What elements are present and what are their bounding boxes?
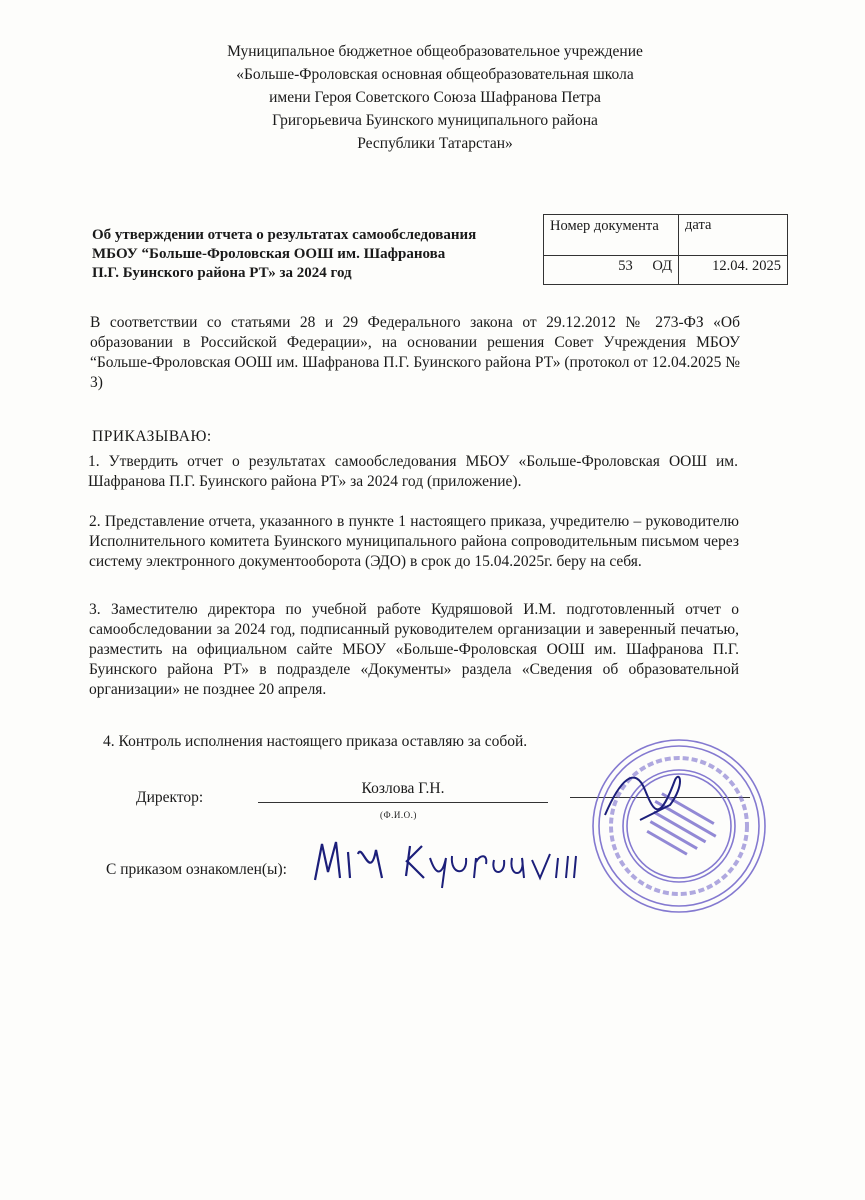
doc-number-cell: [544, 256, 679, 285]
doc-date: 12.04. 2025: [679, 256, 788, 285]
director-name: Козлова Г.Н.: [361, 780, 445, 797]
doc-number-suffix: ОД: [652, 258, 672, 274]
header-line: Муниципальное бюджетное общеобразовательное учреждение: [227, 43, 643, 60]
order-item-2: 2. Представление отчета, указанного в пункте 1 настоящего приказа, учредителю – руководителю Исполнительного комитета Буинского муниципального района сопроводительным письмом через систему электронного документооборота (ЭДО) в срок до 15.04.2025г. беру на себя.: [89, 513, 739, 570]
doc-number-header: Номер документа: [544, 215, 679, 256]
header-line: Григорьевича Буинского муниципального района: [272, 112, 598, 129]
preamble-text: В соответствии со статьями 28 и 29 Федерального закона от 29.12.2012 № 273-ФЗ «Об образовании в Российской Федерации», на основании решения Совет Учреждения МБОУ “Больше-Фроловская ООШ им. Шафранова П.Г. Буинского района РТ» (протокол от 12.04.2025 № 3): [90, 314, 740, 391]
header-line: имени Героя Советского Союза Шафранова Петра: [269, 89, 601, 106]
director-label: Директор:: [136, 789, 204, 806]
order-item-4: 4. Контроль исполнения настоящего приказа оставляю за собой.: [103, 733, 528, 750]
director-underline: [258, 802, 548, 803]
fio-caption: (Ф.И.О.): [380, 810, 417, 820]
subject-line: П.Г. Буинского района РТ» за 2024 год: [92, 265, 352, 281]
order-subject: [92, 226, 532, 283]
handwritten-signature-icon: [310, 832, 600, 892]
doc-number: 53: [618, 258, 633, 274]
order-heading: ПРИКАЗЫВАЮ:: [92, 428, 212, 445]
organization-header: [180, 40, 690, 155]
subject-line: Об утверждении отчета о результатах самообследования: [92, 227, 477, 243]
header-line: Республики Татарстан»: [357, 135, 513, 152]
director-signature-icon: [600, 760, 690, 830]
document-info-table: [543, 214, 788, 285]
order-item-3: 3. Заместителю директора по учебной работе Кудряшовой И.М. подготовленный отчет о самообследовании за 2024 год, подписанный руководителем организации и заверенный печатью, разместить на официальном сайте МБОУ «Больше-Фроловская ООШ им. Шафранова П.Г. Буинского района РТ» в подразделе «Документы» раздела «Сведения об образовательной организации» не позднее 20 апреля.: [89, 601, 739, 698]
acquaint-label: С приказом ознакомлен(ы):: [106, 861, 287, 878]
header-line: «Больше-Фроловская основная общеобразовательная школа: [236, 66, 634, 83]
order-item-1: 1. Утвердить отчет о результатах самообследования МБОУ «Больше-Фроловская ООШ им. Шафранова П.Г. Буинского района РТ» за 2024 год (приложение).: [88, 453, 738, 490]
doc-date-header: дата: [679, 215, 788, 256]
subject-line: МБОУ “Больше-Фроловская ООШ им. Шафранова: [92, 246, 446, 262]
